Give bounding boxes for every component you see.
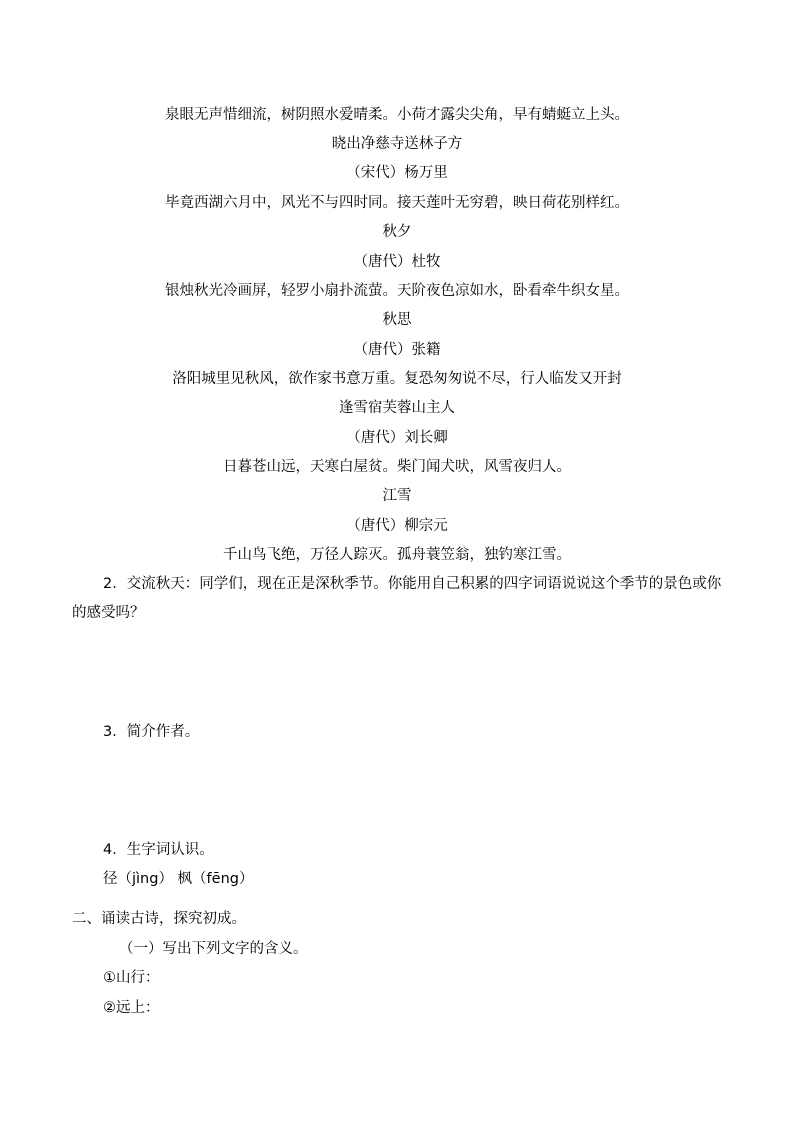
poem-author: （唐代）柳宗元: [346, 518, 448, 534]
poem-line: 洛阳城里见秋风，欲作家书意万重。复恐匆匆说不尽，行人临发又开封: [172, 371, 622, 387]
section-heading: 二、诵读古诗，探究初成。: [72, 911, 246, 927]
question-3: 3．简介作者。: [103, 724, 200, 740]
subsection-heading: （一）写出下列文字的含义。: [119, 941, 308, 957]
poem-title: 秋夕: [382, 224, 412, 240]
poem-author: （唐代）刘长卿: [346, 430, 448, 446]
poem-title: 逢雪宿芙蓉山主人: [339, 400, 455, 416]
question-4: 4．生字词认识。: [103, 842, 214, 858]
poem-author: （宋代）杨万里: [346, 165, 448, 181]
question-2: 2．交流秋天：同学们，现在正是深秋季节。你能用自己积累的四字词语说说这个季节的景色或你的感受吗？: [72, 576, 722, 621]
poem-line: 千山鸟飞绝，万径人踪灭。孤舟蓑笠翁，独钓寒江雪。: [223, 547, 571, 563]
poem-line: 泉眼无声惜细流，树阴照水爱晴柔。小荷才露尖尖角，早有蜻蜓立上头。: [165, 107, 629, 123]
answer-item: ②远上：: [103, 1000, 160, 1016]
poem-author: （唐代）张籍: [353, 342, 441, 358]
poem-title: 秋思: [382, 312, 412, 328]
poem-line: 毕竟西湖六月中，风光不与四时同。接天莲叶无穷碧，映日荷花别样红。: [165, 195, 629, 211]
vocab-words: 径（jìng） 枫（fēng）: [103, 871, 254, 887]
poem-line: 日暮苍山远，天寒白屋贫。柴门闻犬吠，风雪夜归人。: [223, 459, 571, 475]
answer-item: ①山行：: [103, 970, 160, 986]
poem-title: 晓出净慈寺送林子方: [331, 136, 463, 152]
poem-author: （唐代）杜牧: [353, 254, 441, 270]
poem-title: 江雪: [382, 488, 412, 504]
poem-line: 银烛秋光冷画屏，轻罗小扇扑流萤。天阶夜色凉如水，卧看牵牛织女星。: [165, 283, 629, 299]
